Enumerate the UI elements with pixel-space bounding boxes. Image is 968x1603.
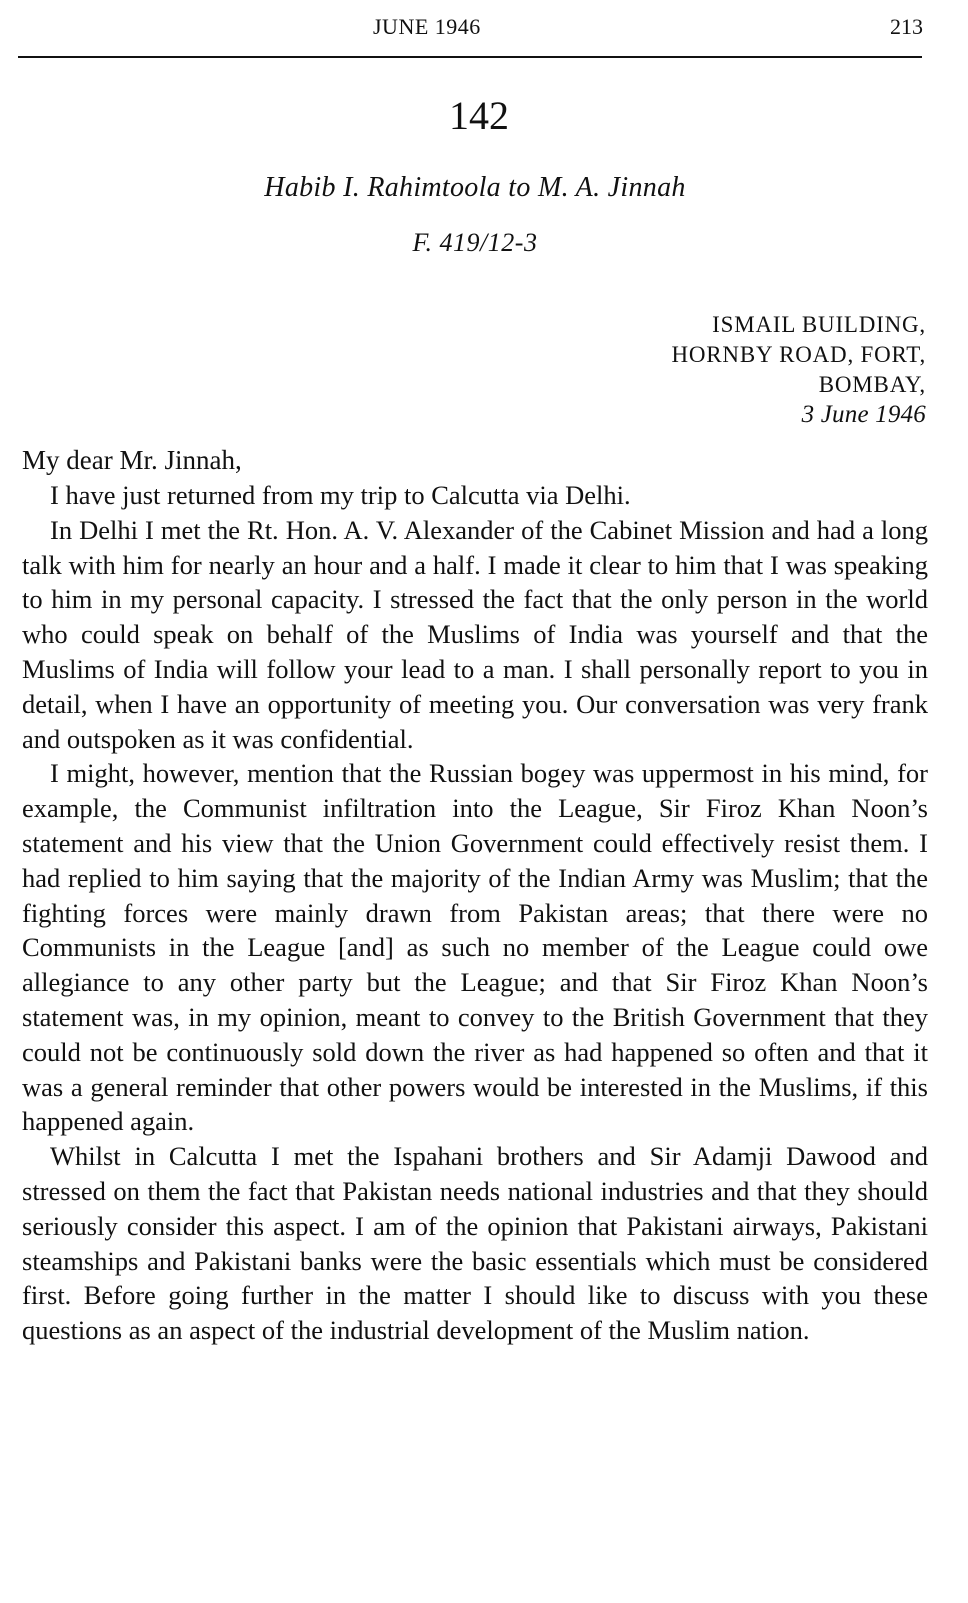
sender-address — [671, 310, 926, 430]
running-title: JUNE 1946 — [373, 14, 481, 39]
page-number: 213 — [890, 14, 923, 39]
letter-date: 3 June 1946 — [801, 401, 926, 428]
header-rule — [18, 56, 922, 58]
letter-body — [22, 478, 928, 1348]
running-header — [0, 14, 968, 44]
address-line-2: HORNBY ROAD, FORT, — [671, 342, 926, 367]
document-title: Habib I. Rahimtoola to M. A. Jinnah — [264, 172, 686, 203]
body-paragraph-4: Whilst in Calcutta I met the Ispahani brothers and Sir Adamji Dawood and stressed on them the fact that Pakistan needs national industries and that they should seriously consider this aspect. I am of the opinion that Pakistani airways, Pakistani steamships and Pakistani banks were the basic essentials which must be considered first. Before going further in the matter I should like to discuss with you these questions as an aspect of the industrial development of the Muslim nation. — [22, 1141, 928, 1346]
body-paragraph-3: I might, however, mention that the Russian bogey was uppermost in his mind, for example, the Communist infiltration into the League, Sir Firoz Khan Noon’s statement and his view that the Union Government could effectively resist them. I had replied to him saying that the majority of the Indian Army was Muslim; that the fighting forces were mainly drawn from Pakistan areas; that there were no Communists in the League [and] as such no member of the League could owe allegiance to any other party but the League; and that Sir Firoz Khan Noon’s statement was, in my opinion, meant to convey to the British Government that they could not be continuously sold down the river as had happened so often and that it was a general reminder that other powers would be interested in the Muslims, if this happened again. — [22, 758, 928, 1137]
document-reference: F. 419/12-3 — [412, 228, 538, 257]
document-number: 142 — [449, 93, 509, 138]
body-paragraph-1: I have just returned from my trip to Calcutta via Delhi. — [50, 480, 631, 510]
body-paragraph-2: In Delhi I met the Rt. Hon. A. V. Alexander of the Cabinet Mission and had a long talk with him for nearly an hour and a half. I made it clear to him that I was speaking to him in my personal capacity. I stressed the fact that the only person in the world who could speak on behalf of the Muslims of India was yourself and that the Muslims of India will follow your lead to a man. I shall personally report to you in detail, when I have an opportunity of meeting you. Our conversation was very frank and outspoken as it was confidential. — [22, 514, 928, 754]
salutation: My dear Mr. Jinnah, — [22, 445, 242, 475]
address-line-1: ISMAIL BUILDING, — [712, 312, 926, 337]
address-line-3: BOMBAY, — [818, 372, 926, 397]
